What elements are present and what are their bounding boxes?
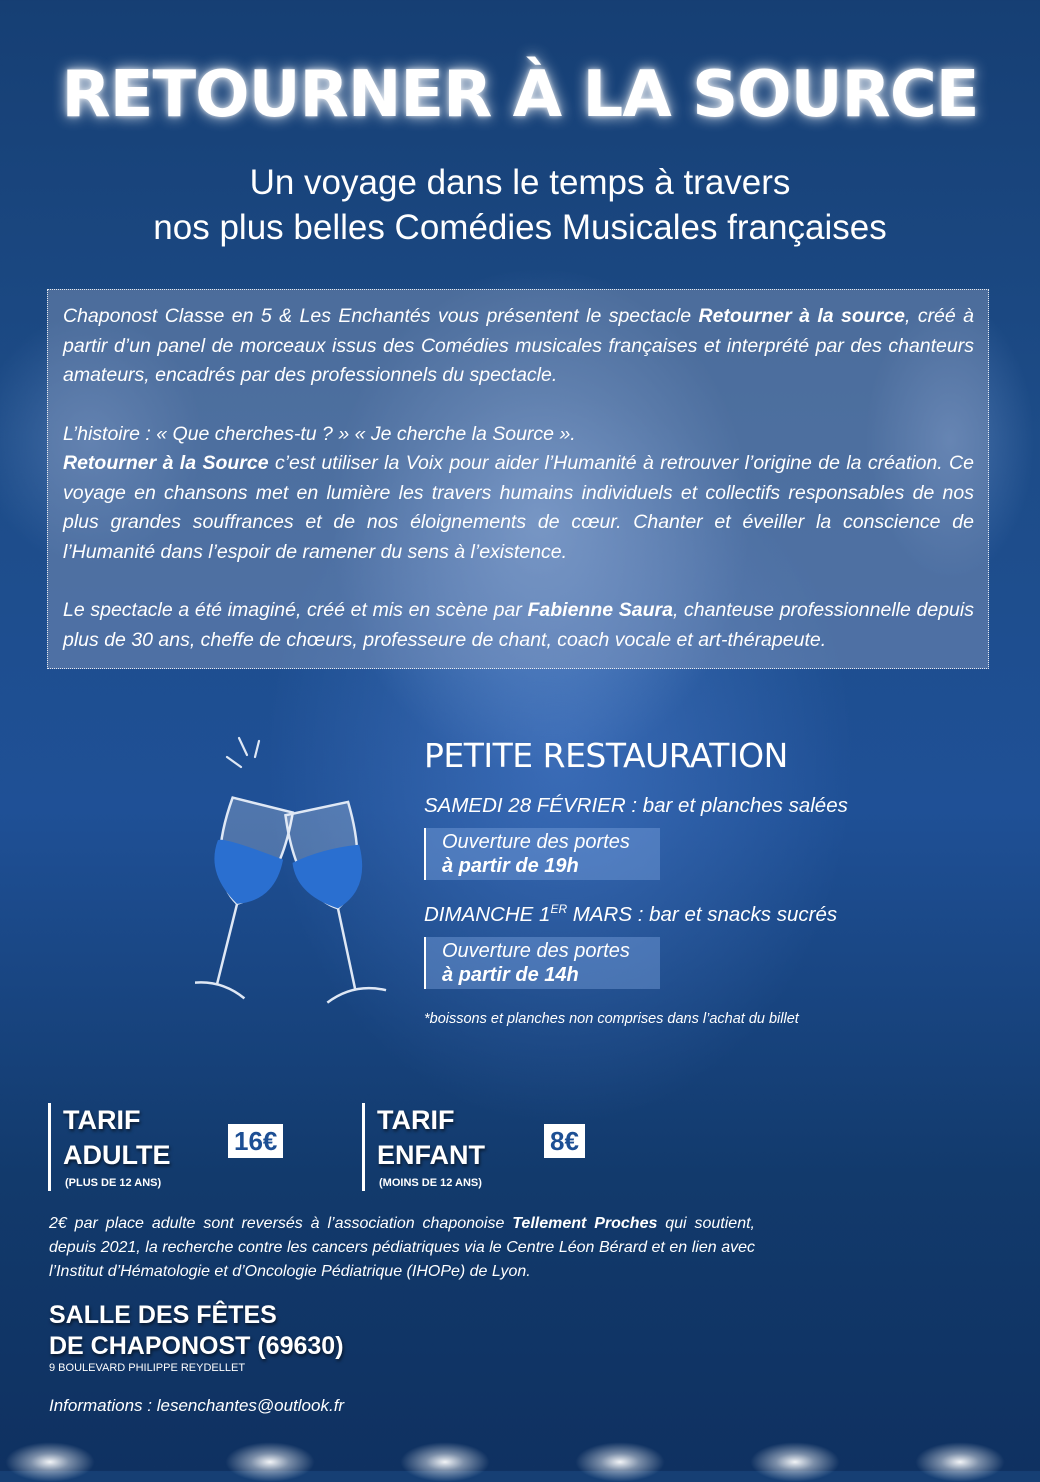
subtitle-line-1: Un voyage dans le temps à travers bbox=[249, 163, 791, 202]
tarif-adult-line-2: ADULTE bbox=[63, 1140, 171, 1170]
asso-text-start: 2€ par place adulte sont reversés à l’association chaponoise bbox=[49, 1215, 513, 1232]
day-2-superscript: ER bbox=[550, 902, 568, 916]
association-text bbox=[49, 1212, 755, 1284]
stage-spotlight-icon bbox=[915, 1442, 1005, 1482]
tarif-adult bbox=[48, 1103, 171, 1191]
intro-show-name-2: Retourner à la Source bbox=[63, 452, 269, 474]
intro-box bbox=[47, 289, 989, 669]
stage-spotlight-icon bbox=[750, 1442, 840, 1482]
venue-line-1: SALLE DES FÊTES bbox=[49, 1301, 277, 1329]
venue-address: 9 BOULEVARD PHILIPPE REYDELLET bbox=[49, 1362, 246, 1374]
tarif-adult-sub: (PLUS DE 12 ANS) bbox=[65, 1177, 162, 1189]
intro-p1-text: Chaponost Classe en 5 & Les Enchantés vous présentent le spectacle bbox=[63, 305, 699, 327]
stage-spotlight-icon bbox=[225, 1442, 315, 1482]
price-adult-badge: 16€ bbox=[228, 1124, 283, 1158]
day-2-suffix: MARS : bar et snacks sucrés bbox=[567, 902, 838, 926]
intro-p3-text-end: , chanteuse professionnelle depuis plus de 30 ans, cheffe de chœurs, professeure de chant, coach vocale et art-thérapeute. bbox=[63, 599, 974, 651]
tarif-child-sub: (MOINS DE 12 ANS) bbox=[379, 1177, 482, 1189]
poster-subtitle bbox=[0, 160, 1040, 250]
tarif-child-line-1: TARIF bbox=[377, 1105, 455, 1135]
intro-paragraph-2 bbox=[63, 449, 974, 567]
price-child-badge: 8€ bbox=[544, 1124, 585, 1158]
intro-story-line: L’histoire : « Que cherches-tu ? » « Je cherche la Source ». bbox=[63, 422, 576, 445]
stage-spotlight-icon bbox=[5, 1442, 95, 1482]
day-2-prefix: DIMANCHE 1 bbox=[424, 902, 551, 926]
intro-paragraph-1 bbox=[63, 302, 974, 391]
intro-p3-text: Le spectacle a été imaginé, créé et mis en scène par bbox=[63, 599, 528, 621]
asso-text-end: qui soutient, depuis 2021, la recherche contre les cancers pédiatriques via le Centre Léon Bérard et en lien avec l’Institut d’Hématologie et d’Oncologie Pédiatrique (IHOPe) de Lyon. bbox=[49, 1215, 755, 1280]
stage-spotlight-icon bbox=[575, 1442, 665, 1482]
doors-label-day-2: Ouverture des portes bbox=[442, 940, 630, 962]
wine-glasses-toast-icon bbox=[195, 735, 405, 1010]
tarif-child bbox=[362, 1103, 485, 1191]
restauration-title: PETITE RESTAURATION bbox=[424, 736, 788, 775]
stage-spotlight-icon bbox=[400, 1442, 490, 1482]
director-name: Fabienne Saura bbox=[527, 599, 673, 621]
tarif-adult-line-1: TARIF bbox=[63, 1105, 141, 1135]
venue-line-2: DE CHAPONOST (69630) bbox=[49, 1332, 344, 1360]
poster-title: RETOURNER À LA SOURCE bbox=[61, 58, 979, 132]
asso-name: Tellement Proches bbox=[512, 1215, 658, 1232]
doors-label-day-1: Ouverture des portes bbox=[442, 831, 630, 853]
tarif-child-line-2: ENFANT bbox=[377, 1140, 485, 1170]
doors-box-day-1 bbox=[424, 828, 660, 880]
subtitle-line-2: nos plus belles Comédies Musicales françaises bbox=[153, 208, 887, 247]
doors-box-day-2 bbox=[424, 937, 660, 989]
doors-time-day-1: à partir de 19h bbox=[442, 855, 579, 877]
intro-p1-text-end: , créé à partir d’un panel de morceaux issus des Comédies musicales françaises et interprété par des chanteurs amateurs, encadrés par des professionnels du spectacle. bbox=[63, 305, 975, 386]
contact-info: Informations : lesenchantes@outlook.fr bbox=[49, 1396, 345, 1415]
restauration-day-2 bbox=[424, 902, 837, 927]
venue-name bbox=[49, 1300, 344, 1362]
restauration-note: *boissons et planches non comprises dans l’achat du billet bbox=[424, 1011, 799, 1027]
intro-paragraph-3 bbox=[63, 596, 974, 655]
restauration-day-1: SAMEDI 28 FÉVRIER : bar et planches salées bbox=[424, 794, 848, 817]
doors-time-day-2: à partir de 14h bbox=[442, 964, 579, 986]
intro-p2-text: c’est utiliser la Voix pour aider l’Humanité à retrouver l’origine de la création. Ce voyage en chansons met en lumière les travers humains individuels et collectifs responsables de nos plus grandes souffrances et de nos éloignements de cœur. Chanter et éveiller la conscience de l’Humanité dans l’espoir de ramener du sens à l’existence. bbox=[63, 452, 974, 563]
intro-show-name: Retourner à la source bbox=[698, 305, 905, 327]
